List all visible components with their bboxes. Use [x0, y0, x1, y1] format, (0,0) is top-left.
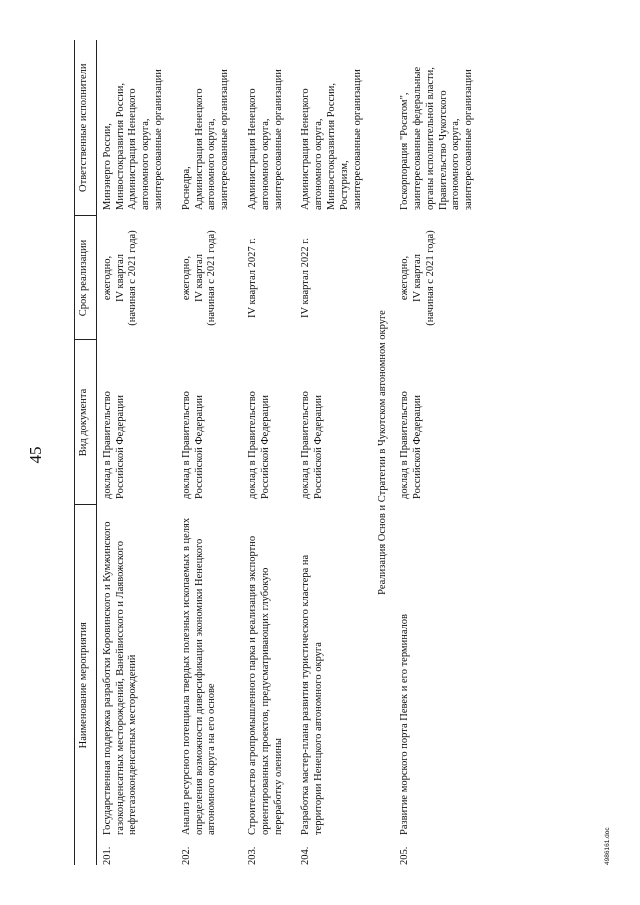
- row-number: 203.: [246, 846, 258, 865]
- document-type: доклад в Правительство Российской Федерации: [300, 391, 325, 499]
- implementation-term: IV квартал 2022 г.: [300, 238, 312, 318]
- measure-name: Развитие морского порта Певек и его терминалов: [399, 613, 411, 835]
- col-header-doc: Вид документа: [75, 340, 97, 505]
- file-code: 4986161.doc: [604, 827, 611, 865]
- document-type: доклад в Правительство Российской Федерации: [246, 391, 271, 499]
- table-header-row: [75, 40, 97, 865]
- responsible-executors: Администрация Ненецкого автономного округа, Минвостокразвития России, Ростуризм, заинтересованные организации: [300, 69, 363, 210]
- table-row: [295, 40, 374, 865]
- document-type: доклад в Правительство Российской Федерации: [399, 391, 423, 499]
- implementation-term: ежегодно, IV квартал (начиная с 2021 года): [180, 230, 218, 326]
- table-row: [96, 40, 175, 865]
- document-type: доклад в Правительство Российской Федерации: [180, 391, 205, 499]
- implementation-term: IV квартал 2027 г.: [246, 238, 258, 318]
- implementation-term: ежегодно, IV квартал (начиная с 2021 года): [101, 230, 139, 326]
- measure-name: Строительство агропромышленного парка и реализация экспортно ориентированных проектов, предусматривающих глубокую переработку оленины: [246, 535, 284, 835]
- section-row: [374, 40, 394, 865]
- row-number: 201.: [101, 846, 113, 865]
- table-row: [242, 40, 295, 865]
- section-title: Реализация Основ и Стратегии в Чукотском автономном округе: [377, 310, 389, 595]
- implementation-term: ежегодно, IV квартал (начиная с 2021 года): [399, 230, 436, 326]
- responsible-executors: Администрация Ненецкого автономного округа, заинтересованные организации: [246, 69, 284, 210]
- measure-name: Разработка мастер-плана развития туристического кластера на территории Ненецкого автономного округа: [300, 554, 325, 835]
- row-number: 205.: [399, 846, 411, 865]
- document-type: доклад в Правительство Российской Федерации: [101, 391, 126, 499]
- measure-name: Анализ ресурсного потенциала твердых полезных ископаемых в целях определения возможности диверсификации экономики Ненецкого автономного округа на его основе: [180, 517, 218, 835]
- table-row: [176, 40, 242, 865]
- col-header-term: Срок реализации: [75, 216, 97, 340]
- page-number: 45: [26, 446, 45, 464]
- col-header-resp: Ответственные исполнители: [75, 40, 97, 216]
- responsible-executors: Госкорпорация "Росатом", заинтересованные федеральные органы исполнительной власти, Правительство Чукотского автономного округа, заинтересованные организации: [399, 66, 475, 210]
- table-row: [394, 40, 486, 865]
- responsible-executors: Роснедра, Администрация Ненецкого автономного округа, заинтересованные организации: [180, 69, 231, 210]
- row-number: 204.: [300, 846, 312, 865]
- row-number: 202.: [180, 846, 192, 865]
- responsible-executors: Минэнерго России, Минвостокразвития России, Администрация Ненецкого автономного округа, заинтересованные организации: [101, 69, 164, 210]
- measures-table: [74, 40, 486, 865]
- col-header-name: Наименование мероприятия: [75, 505, 97, 865]
- measure-name: Государственная поддержка разработки Коровинского и Кумжинского газоконденсатных месторождений, Ванейвисского и Лаявожского нефтегазоконденсатных месторождений: [101, 521, 139, 835]
